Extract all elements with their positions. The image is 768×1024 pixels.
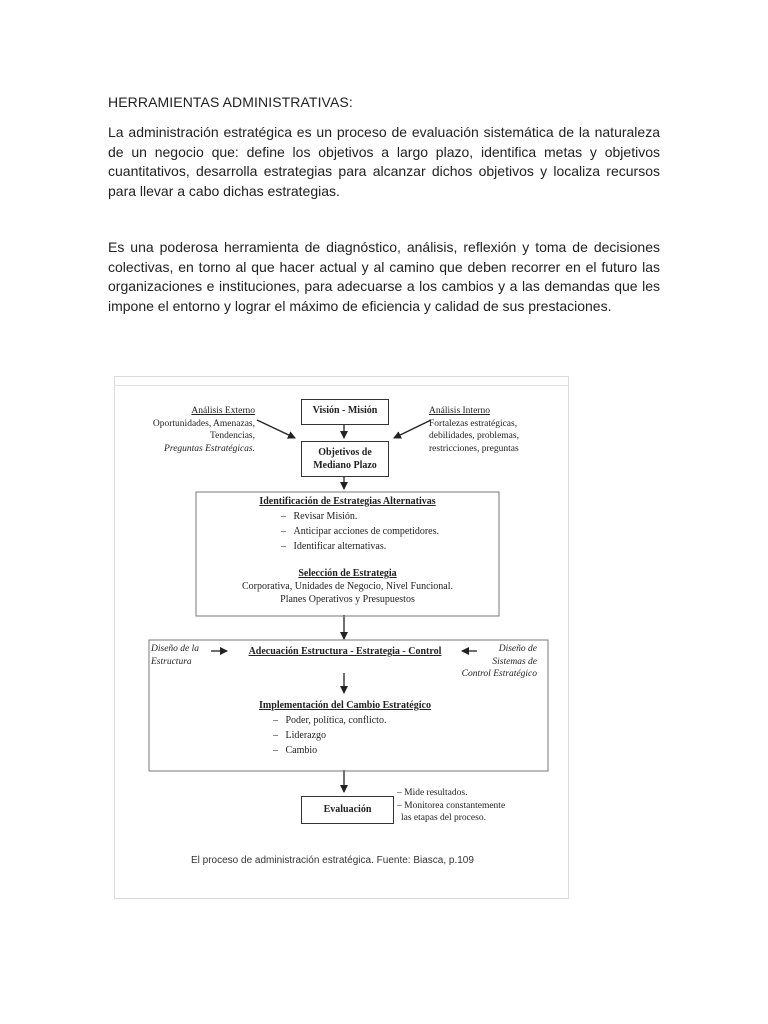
evaluacion-notes [397, 787, 557, 825]
strategic-process-diagram [114, 376, 569, 899]
evaluacion-note-2-text: Monitorea constantemente [404, 800, 506, 811]
objetivos-line-2: Mediano Plazo [313, 460, 377, 471]
figure-caption: El proceso de administración estratégica. Fuente: Biasca, p.109 [191, 855, 474, 866]
identificacion-item: – Anticipar acciones de competidores. [281, 524, 439, 539]
identificacion-item: – Revisar Misión. [281, 509, 439, 524]
paragraph-1: La administración estratégica es un proceso de evaluación sistemática de la naturaleza de un negocio que: define los objetivos a largo plazo, identifica metas y objetivos cuantitativos, desarrolla estrategias para alcanzar dichos objetivos y localiza recursos para llevar a cabo dichas estrategias. [108, 124, 660, 199]
evaluacion-note-3 [397, 812, 557, 825]
arrow-externo-to-objetivos [257, 420, 295, 438]
analisis-interno-line-2: debilidades, problemas, [429, 431, 519, 441]
seleccion-title: Selección de Estrategia [298, 568, 397, 579]
evaluacion-note-1-text: Mide resultados. [404, 788, 468, 798]
arrow-interno-to-objetivos [394, 420, 431, 438]
evaluacion-box: Evaluación [301, 796, 394, 824]
vision-mision-box: Visión - Misión [301, 399, 389, 425]
analisis-externo-line-3: Preguntas Estratégicas. [164, 443, 255, 454]
seleccion-line-1: Corporativa, Unidades de Negocio, Nivel Funcional. [241, 581, 454, 592]
analisis-externo-title: Análisis Externo [191, 406, 255, 416]
diseno-estructura-line-1: Diseño de la [151, 644, 200, 654]
identificacion-title: Identificación de Estrategias Alternativas [259, 496, 436, 507]
seleccion-line-2: Planes Operativos y Presupuestos [280, 594, 415, 605]
implementacion-list [273, 713, 386, 758]
objetivos-box [301, 441, 389, 477]
analisis-interno-line-3: restricciones, preguntas [429, 443, 519, 454]
analisis-externo-line-2: Tendencias, [210, 431, 255, 441]
analisis-externo [121, 405, 255, 455]
evaluacion-note-2: – Monitorea constantemente [397, 800, 506, 811]
identificacion-list [281, 509, 439, 554]
adecuacion-title: Adecuación Estructura - Estrategia - Control [248, 646, 442, 657]
analisis-interno-line-1: Fortalezas estratégicas, [429, 418, 518, 429]
seleccion-block [196, 567, 499, 606]
implementacion-title: Implementación del Cambio Estratégico [259, 700, 431, 711]
identificacion-item: – Identificar alternativas. [281, 539, 439, 554]
implementacion-item: – Cambio [273, 743, 386, 758]
paragraph-2: Es una poderosa herramienta de diagnóstico, análisis, reflexión y toma de decisiones colectivas, en torno al que hacer actual y al camino que deben recorrer en el futuro las organizaciones e instituciones, para adecuarse a los cambios y a las demandas que les impone el entorno y lograr el máximo de eficiencia y calidad de sus prestaciones. [108, 239, 660, 314]
implementacion-item: – Poder, política, conflicto. [273, 713, 386, 728]
diseno-sistemas-line-3: Control Estratégico [461, 669, 537, 679]
analisis-interno [429, 405, 569, 455]
diseno-sistemas-line-2: Sistemas de [492, 656, 537, 667]
analisis-interno-title: Análisis Interno [429, 406, 490, 416]
objetivos-line-1: Objetivos de [318, 447, 372, 458]
evaluacion-note-3-text: las etapas del proceso. [401, 813, 486, 823]
evaluacion-note-1: – Mide resultados. [397, 788, 468, 798]
analisis-externo-line-1: Oportunidades, Amenazas, [152, 418, 255, 429]
diseno-sistemas [445, 643, 537, 681]
implementacion-item: – Liderazgo [273, 728, 386, 743]
diseno-estructura [151, 643, 221, 668]
diseno-sistemas-line-1: Diseño de [498, 644, 537, 654]
page-title: HERRAMIENTAS ADMINISTRATIVAS: [108, 94, 353, 110]
diseno-estructura-line-2: Estructura [151, 656, 192, 667]
